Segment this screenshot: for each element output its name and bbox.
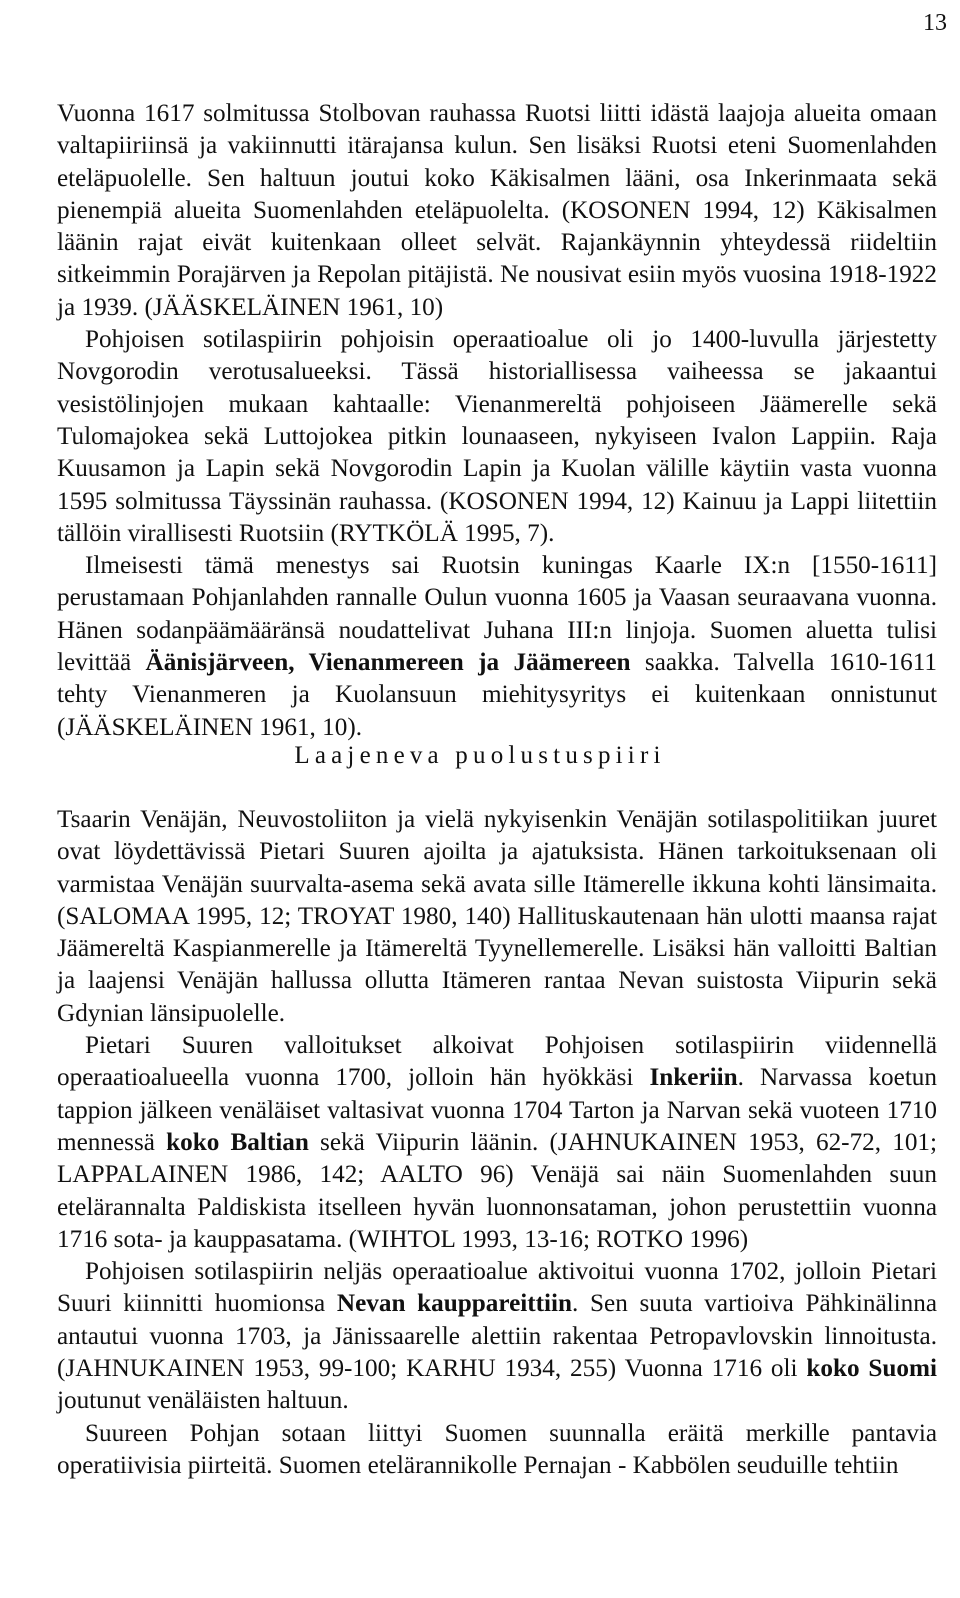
- text-run: saakka. Talvella 1610-1611 tehty Vienanmeren ja Kuolansuun miehitysyritys ei kuitenkaan onnistunut (JÄÄSKELÄINEN 1961, 10).: [57, 649, 937, 741]
- text-run: sekä Viipurin läänin. (JAHNUKAINEN 1953, 62-72, 101; LAPPALAINEN 1986, 142; AALTO 96) Venäjä sai näin Suomenlahden suun etelärannalta Paldiskista itselleen hyvän luonnonsataman, johon perustettiin vuonna 1716 sota- ja kauppasatama. (WIHTOL 1993, 13-16; ROTKO 1996): [57, 1128, 938, 1253]
- paragraph-great-northern-war: Suureen Pohjan sotaan liittyi Suomen suunnalla eräitä merkille pantavia operatiivisia piirteitä. Suomen etelärannikolle Pernajan - Kabbölen seuduille tehtiin: [57, 1419, 937, 1479]
- page-number: 13: [923, 10, 947, 36]
- bold-text: Äänisjärveen, Vienanmereen ja Jäämereen: [145, 649, 631, 677]
- text-run: Ilmeisesti tämä menestys sai Ruotsin kuningas Kaarle IX:n [1550-1611] perustamaan Pohjanlahden rannalle Oulun vuonna 1605 ja Vaasan seuraavana vuonna. Hänen sodanpäämääränsä noudattelivat Juhana III:n linjoja. Suomen aluetta tulisi levittää: [57, 552, 937, 677]
- paragraph-tsar-russia: Tsaarin Venäjän, Neuvostoliiton ja vielä nykyisenkin Venäjän sotilaspolitiikan juuret ovat löydettävissä Pietari Suuren ajoilta ja ajatuksista. Hänen tarkoituksenaan oli varmistaa Venäjän suurvalta-asema sekä avata sille Itämerelle ikkuna kohti länsimaita. (SALOMAA 1995, 12; TROYAT 1980, 140) Hallituskautenaan hän ulotti maansa rajat Jäämereltä Kaspianmerelle ja Itämereltä Tyynellemerelle. Lisäksi hän valloitti Baltian ja laajensi Venäjän hallussa ollutta Itämeren rantaa Nevan suistosta Viipurin sekä Gdynian länsipuolelle.: [57, 806, 937, 1027]
- paragraph-neva-route: [57, 1256, 937, 1417]
- paragraph-peter-conquests: [57, 1030, 937, 1256]
- section-1: [57, 98, 937, 744]
- section-2: [57, 804, 937, 1482]
- text-run: Pietari Suuren valloitukset alkoivat Pohjoisen sotilaspiirin viidennellä operaatioalueella vuonna 1700, jolloin hän hyökkäsi: [57, 1032, 937, 1092]
- bold-text: Inkeriin: [649, 1064, 738, 1092]
- text-run: joutunut venäläisten haltuun.: [57, 1387, 349, 1415]
- bold-text: koko Suomi: [806, 1355, 937, 1383]
- text-run: . Narvassa koetun tappion jälkeen venäläiset valtasivat vuonna 1704 Tarton ja Narvan sekä vuoteen 1710 mennessä: [57, 1064, 937, 1156]
- text-run: . Sen suuta vartioiva Pähkinälinna antautui vuonna 1703, ja Jänissaarelle alettiin rakentaa Petropavlovskin linnoitusta. (JAHNUKAINEN 1953, 99-100; KARHU 1934, 255) Vuonna 1716 oli: [57, 1290, 938, 1383]
- paragraph-northern-district: Pohjoisen sotilaspiirin pohjoisin operaatioalue oli jo 1400-luvulla järjestetty Novgorodin verotusalueeksi. Tässä historiallisessa vaiheessa se jakaantui vesistölinjojen mukaan kahtaalle: Vienanmereltä pohjoiseen Jäämerelle sekä Tulomajokea sekä Luttojokea pitkin lounaaseen, nykyiseen Ivalon Lappiin. Raja Kuusamon ja Lapin sekä Novgorodin Lapin ja Kuolan välille käytiin vasta vuonna 1595 solmitussa Täyssinän rauhassa. (KOSONEN 1994, 12) Kainuu ja Lappi liitettiin tällöin virallisesti Ruotsiin (RYTKÖLÄ 1995, 7).: [57, 326, 937, 547]
- bold-text: koko Baltian: [166, 1128, 309, 1156]
- bold-text: Nevan kauppareittiin: [336, 1290, 573, 1318]
- paragraph-kaarle-ix: [57, 550, 937, 744]
- text-run: Pohjoisen sotilaspiirin neljäs operaatioalue aktivoitui vuonna 1702, jolloin Pietari Suuri kiinnitti huomionsa: [57, 1258, 937, 1318]
- section-heading: Laajeneva puolustuspiiri: [294, 742, 666, 769]
- paragraph-stolbova: Vuonna 1617 solmitussa Stolbovan rauhassa Ruotsi liitti idästä laajoja alueita omaan valtapiiriinsä ja vakiinnutti itärajansa kulun. Sen lisäksi Ruotsi eteni Suomenlahden eteläpuolelle. Sen haltuun joutui koko Käkisalmen lääni, osa Inkerinmaata sekä pienempiä alueita Suomenlahden eteläpuolelta. (KOSONEN 1994, 12) Käkisalmen läänin rajat eivät kuitenkaan olleet selvät. Rajankäynnin yhteydessä riideltiin sitkeimmin Porajärven ja Repolan pitäjistä. Ne nousivat esiin myös vuosina 1918-1922 ja 1939. (JÄÄSKELÄINEN 1961, 10): [57, 100, 937, 321]
